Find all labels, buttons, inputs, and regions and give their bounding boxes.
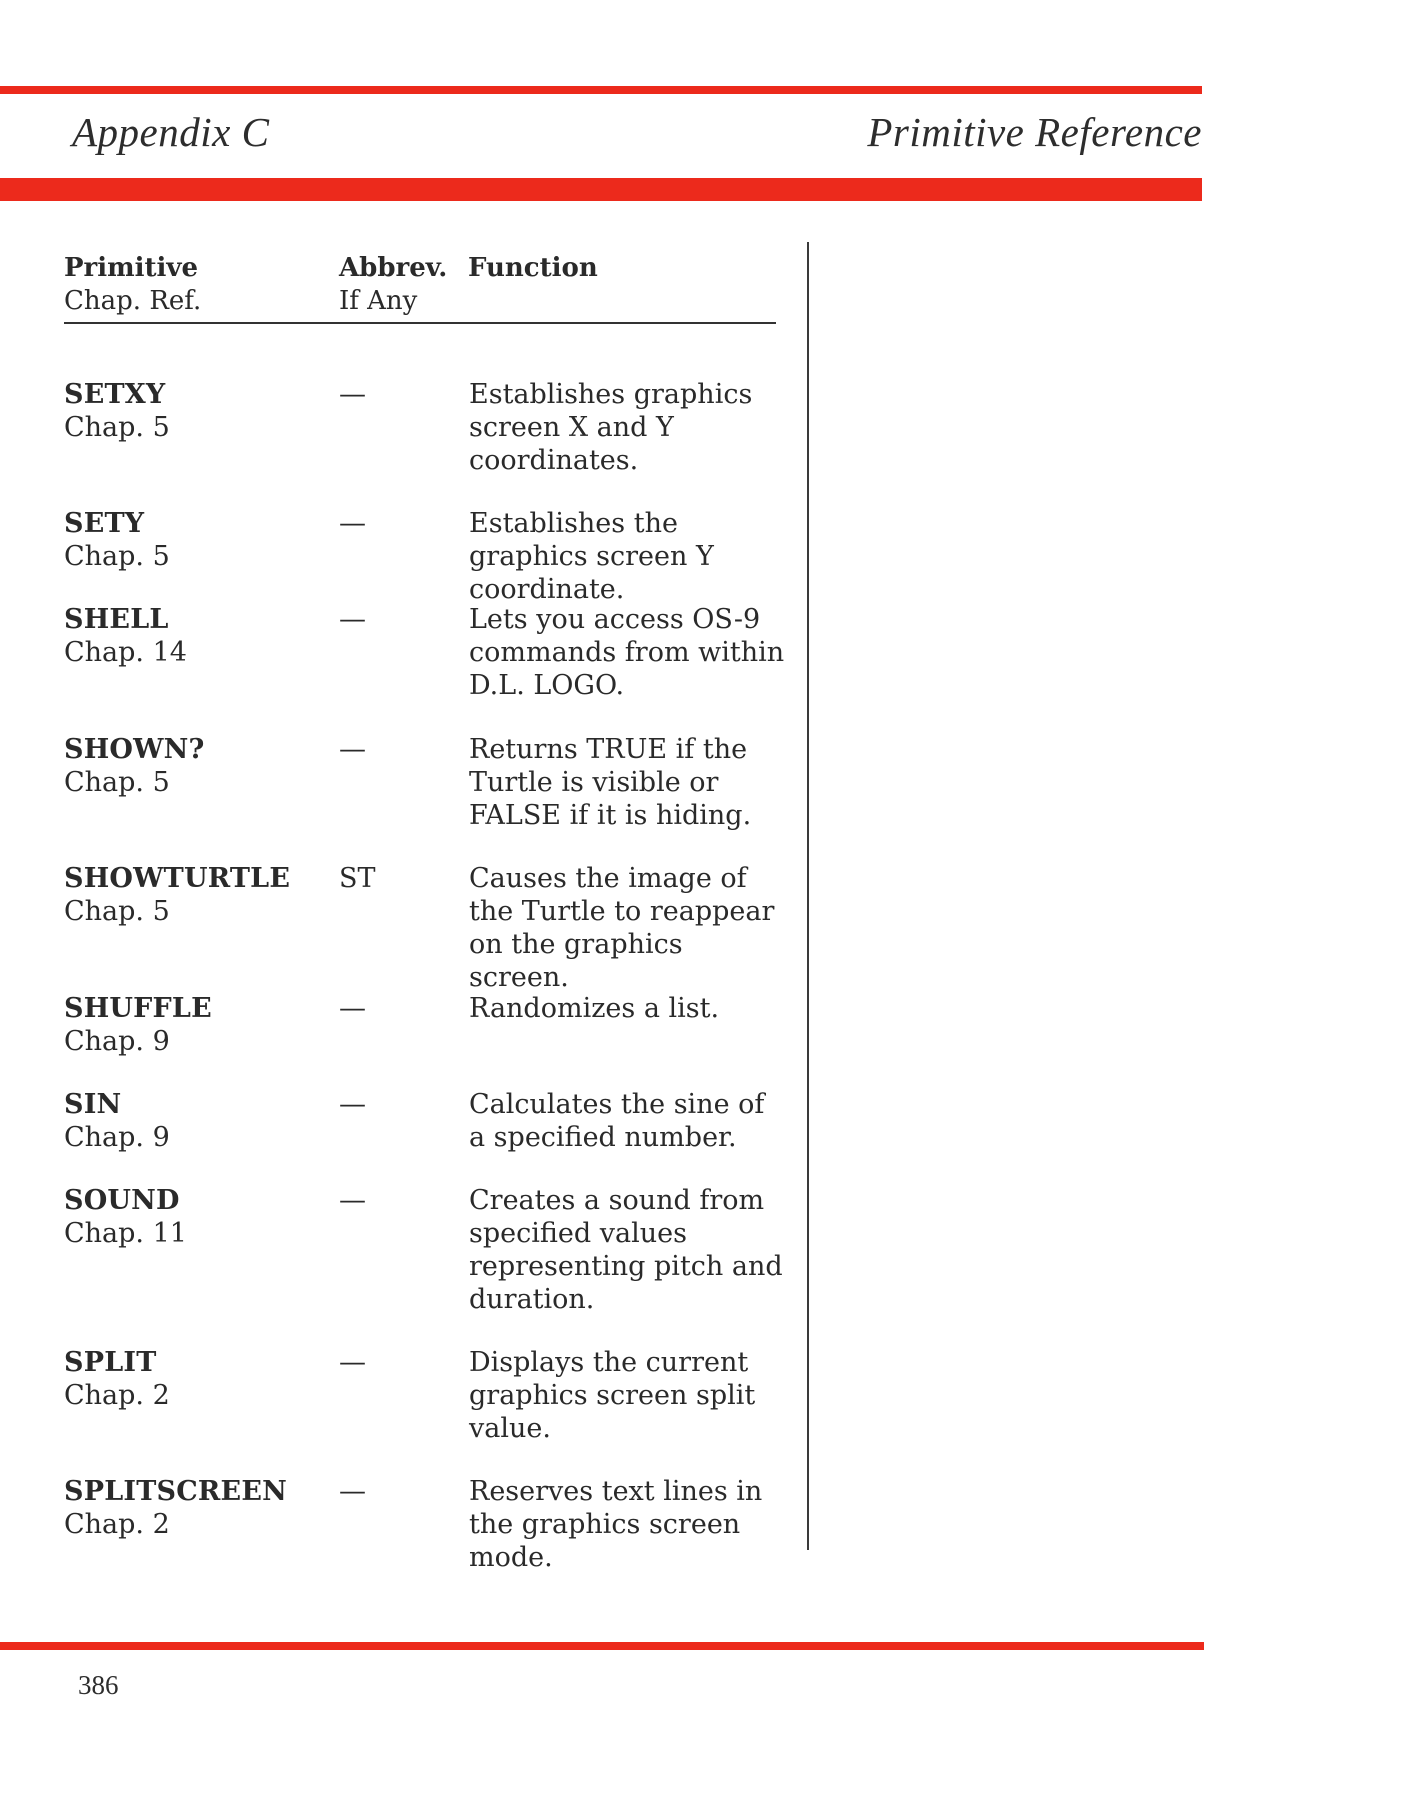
primitive-name: SPLIT	[64, 1347, 157, 1378]
punch-hole-icon	[738, 361, 746, 369]
primitive-name: SETY	[64, 508, 145, 539]
chapter-ref: Chap. 5	[64, 412, 170, 443]
table-header	[64, 248, 776, 324]
chapter-ref: Chap. 2	[64, 1509, 170, 1540]
abbrev-cell: —	[339, 1185, 366, 1216]
primitive-cell	[64, 1088, 324, 1154]
chapter-ref: Chap. 5	[64, 541, 170, 572]
header-bottom-rule	[0, 178, 1202, 201]
abbrev-cell: —	[339, 379, 366, 410]
primitive-name: SHUFFLE	[64, 993, 212, 1024]
abbrev-cell: —	[339, 734, 366, 765]
primitive-name: SHOWN?	[64, 734, 205, 765]
abbrev-cell: —	[339, 508, 366, 539]
footer-rule	[0, 1642, 1204, 1650]
abbrev-cell: —	[339, 604, 366, 635]
primitive-cell	[64, 862, 324, 928]
header-primitive: Primitive	[64, 253, 199, 283]
chapter-ref: Chap. 11	[64, 1218, 187, 1249]
primitive-cell	[64, 992, 324, 1058]
header-function-column	[468, 252, 598, 285]
chapter-ref: Chap. 14	[64, 637, 187, 668]
primitive-cell	[64, 1346, 324, 1412]
abbrev-cell: —	[339, 1476, 366, 1507]
primitive-cell	[64, 507, 324, 573]
primitive-cell	[64, 603, 324, 669]
chapter-ref: Chap. 5	[64, 896, 170, 927]
function-cell: Causes the image of the Turtle to reappear on the graphics screen.	[469, 863, 775, 993]
chapter-ref: Chap. 2	[64, 1380, 170, 1411]
function-cell: Creates a sound from specified values representing pitch and duration.	[469, 1185, 783, 1315]
chapter-ref: Chap. 5	[64, 767, 170, 798]
header-abbrev-column	[339, 252, 447, 318]
header-top-rule	[0, 86, 1202, 94]
abbrev-cell: —	[339, 1089, 366, 1120]
function-cell: Establishes the graphics screen Y coordinate.	[469, 508, 714, 605]
abbrev-cell: —	[339, 1347, 366, 1378]
function-cell: Returns TRUE if the Turtle is visible or FALSE if it is hiding.	[469, 734, 752, 831]
page-number: 386	[78, 1670, 119, 1700]
function-cell: Randomizes a list.	[469, 993, 720, 1024]
primitive-name: SHOWTURTLE	[64, 863, 291, 894]
primitive-cell	[64, 733, 324, 799]
primitive-name: SETXY	[64, 379, 166, 410]
appendix-title: Appendix C	[72, 109, 270, 155]
chapter-ref: Chap. 9	[64, 1122, 170, 1153]
primitive-name: SPLITSCREEN	[64, 1476, 287, 1507]
function-cell: Lets you access OS-9 commands from within D.L. LOGO.	[469, 604, 785, 701]
section-title: Primitive Reference	[867, 109, 1202, 155]
column-divider	[807, 242, 809, 1550]
abbrev-cell: —	[339, 993, 366, 1024]
header-primitive-column	[64, 252, 201, 318]
primitive-cell	[64, 1475, 324, 1541]
header-if-any: If Any	[339, 286, 418, 316]
chapter-ref: Chap. 9	[64, 1026, 170, 1057]
function-cell: Establishes graphics screen X and Y coordinates.	[469, 379, 753, 476]
header-function: Function	[468, 253, 598, 283]
abbrev-cell: ST	[339, 863, 376, 894]
primitive-reference-table	[64, 248, 785, 1573]
primitive-name: SIN	[64, 1089, 122, 1120]
function-cell: Reserves text lines in the graphics screen mode.	[469, 1476, 763, 1573]
primitive-cell	[64, 378, 324, 444]
header-abbrev: Abbrev.	[339, 253, 448, 283]
function-cell: Displays the current graphics screen split value.	[469, 1347, 756, 1444]
header-chap-ref: Chap. Ref.	[64, 286, 202, 316]
function-cell: Calculates the sine of a specified number.	[469, 1089, 765, 1153]
primitive-name: SHELL	[64, 604, 169, 635]
primitive-name: SOUND	[64, 1185, 180, 1216]
primitive-cell	[64, 1184, 324, 1250]
